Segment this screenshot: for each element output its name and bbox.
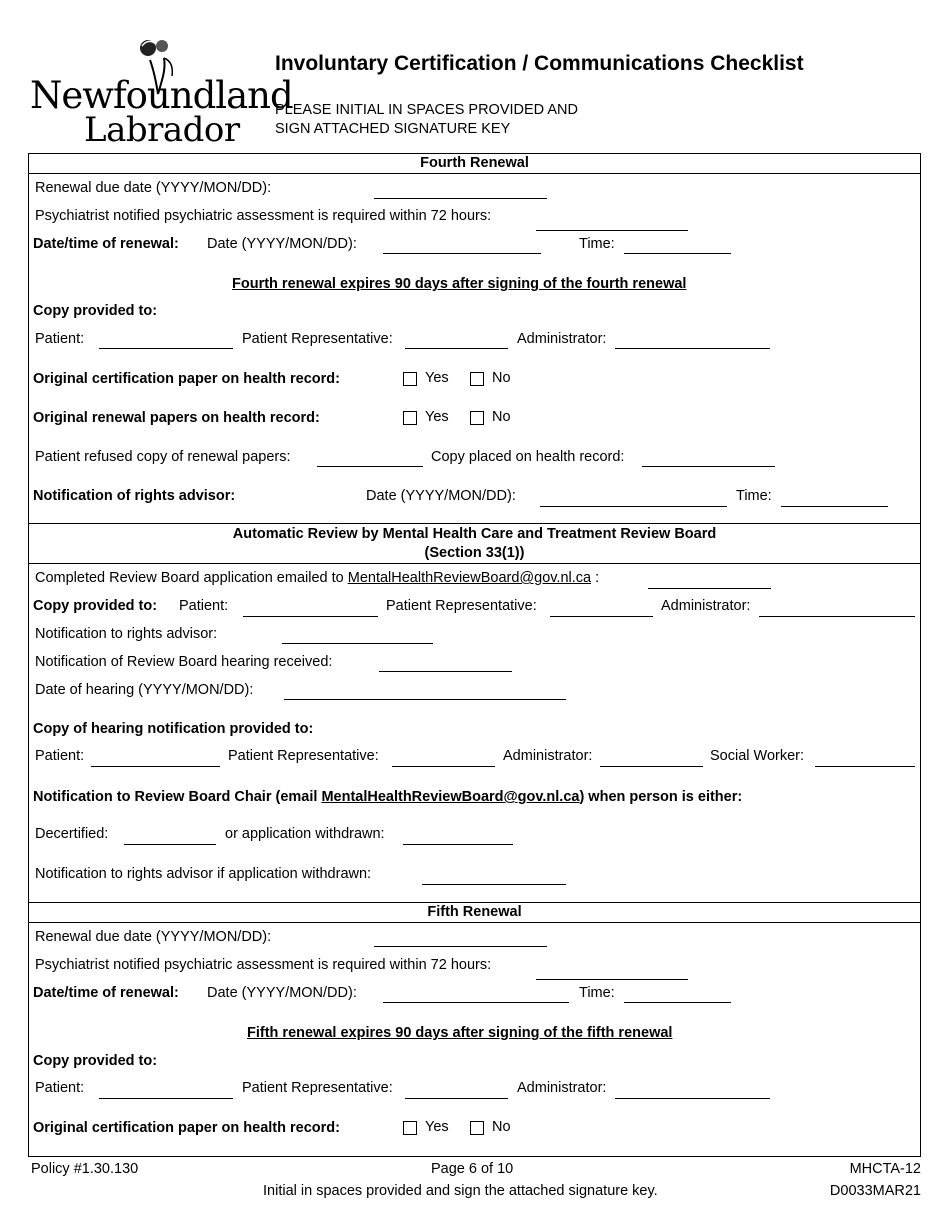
fifth-rep-label: Patient Representative: <box>242 1080 393 1096</box>
withdrawn-label: or application withdrawn: <box>225 826 385 842</box>
orig-cert-no-checkbox[interactable] <box>470 372 484 386</box>
decertified-field[interactable] <box>124 844 216 845</box>
review-rep-field[interactable] <box>550 616 653 617</box>
review-copy-label: Copy provided to: <box>33 598 158 614</box>
copy-provided-label: Copy provided to: <box>33 303 158 319</box>
placed-field[interactable] <box>642 466 775 467</box>
review-admin-field[interactable] <box>759 616 915 617</box>
expiry-note: Fourth renewal expires 90 days after signing of the fourth renewal <box>232 276 687 292</box>
policy-number: Policy #1.30.130 <box>31 1161 139 1177</box>
chair-email-link[interactable]: MentalHealthReviewBoard@gov.nl.ca <box>321 789 580 805</box>
fifth-date-time-label: Date/time of renewal: <box>33 985 179 1001</box>
no-label: No <box>492 1119 511 1135</box>
fifth-date-label: Date (YYYY/MON/DD): <box>207 985 357 1001</box>
emailed-label: Completed Review Board application emailed to <box>35 570 348 586</box>
hearing-rep-label: Patient Representative: <box>228 748 379 764</box>
renewal-due-field[interactable] <box>374 198 547 199</box>
fifth-time-field[interactable] <box>624 1002 731 1003</box>
refused-label: Patient refused copy of renewal papers: <box>35 449 291 465</box>
review-board-email-link[interactable]: MentalHealthReviewBoard@gov.nl.ca <box>347 570 592 586</box>
section-heading-review: Automatic Review by Mental Health Care and Treatment Review Board <box>232 526 717 542</box>
rights-withdrawn-label: Notification to rights advisor if application withdrawn: <box>35 866 372 882</box>
form-number: MHCTA-12 <box>849 1161 921 1177</box>
psych-notified-label: Psychiatrist notified psychiatric assessment is required within 72 hours: <box>35 208 492 224</box>
logo-line2: Labrador <box>84 110 240 150</box>
no-label: No <box>492 370 511 386</box>
admin-field[interactable] <box>615 348 770 349</box>
hearing-copy-label: Copy of hearing notification provided to: <box>33 721 314 737</box>
fifth-expiry-note: Fifth renewal expires 90 days after signing of the fifth renewal <box>247 1025 673 1041</box>
hearing-received-field[interactable] <box>379 671 512 672</box>
emailed-colon: : <box>591 570 600 586</box>
hearing-date-field[interactable] <box>284 699 566 700</box>
orig-renew-yes-checkbox[interactable] <box>403 411 417 425</box>
chair-label: Notification to Review Board Chair (email <box>33 789 322 805</box>
review-rights-field[interactable] <box>282 643 433 644</box>
hearing-date-label: Date of hearing (YYYY/MON/DD): <box>35 682 254 698</box>
fifth-admin-field[interactable] <box>615 1098 770 1099</box>
fifth-due-field[interactable] <box>374 946 547 947</box>
hearing-admin-field[interactable] <box>600 766 703 767</box>
divider <box>28 173 921 174</box>
review-admin-label: Administrator: <box>661 598 751 614</box>
renewal-due-label: Renewal due date (YYYY/MON/DD): <box>35 180 272 196</box>
patient-label: Patient: <box>35 331 85 347</box>
logo-line1: Newfoundland <box>30 74 293 117</box>
rights-time-field[interactable] <box>781 506 888 507</box>
hearing-received-label: Notification of Review Board hearing received: <box>35 654 333 670</box>
no-label: No <box>492 409 511 425</box>
rights-date-field[interactable] <box>540 506 727 507</box>
time-field[interactable] <box>624 253 731 254</box>
date-field[interactable] <box>383 253 541 254</box>
social-worker-field[interactable] <box>815 766 915 767</box>
page-title: Involuntary Certification / Communications Checklist <box>275 52 804 75</box>
emailed-line <box>35 570 599 586</box>
rights-date-label: Date (YYYY/MON/DD): <box>366 488 516 504</box>
fifth-due-label: Renewal due date (YYYY/MON/DD): <box>35 929 272 945</box>
divider <box>28 523 921 524</box>
fifth-copy-label: Copy provided to: <box>33 1053 158 1069</box>
hearing-patient-label: Patient: <box>35 748 85 764</box>
page-number: Page 6 of 10 <box>431 1161 514 1177</box>
fifth-time-label: Time: <box>579 985 615 1001</box>
orig-renew-label: Original renewal papers on health record: <box>33 410 320 426</box>
fifth-date-field[interactable] <box>383 1002 569 1003</box>
chair-label-end: ) when person is either: <box>579 789 743 805</box>
rep-label: Patient Representative: <box>242 331 393 347</box>
instruction-line1: PLEASE INITIAL IN SPACES PROVIDED AND <box>275 102 578 118</box>
review-patient-label: Patient: <box>179 598 229 614</box>
orig-renew-no-checkbox[interactable] <box>470 411 484 425</box>
review-rep-label: Patient Representative: <box>386 598 537 614</box>
date-label: Date (YYYY/MON/DD): <box>207 236 357 252</box>
chair-line <box>33 789 742 805</box>
fifth-admin-label: Administrator: <box>517 1080 607 1096</box>
yes-label: Yes <box>425 409 449 425</box>
hearing-rep-field[interactable] <box>392 766 495 767</box>
instruction-line2: SIGN ATTACHED SIGNATURE KEY <box>275 121 511 137</box>
section-heading-fifth: Fifth Renewal <box>427 904 522 920</box>
rights-withdrawn-field[interactable] <box>422 884 566 885</box>
document-code: D0033MAR21 <box>829 1183 921 1199</box>
patient-field[interactable] <box>99 348 233 349</box>
rights-advisor-label: Notification of rights advisor: <box>33 488 236 504</box>
decertified-label: Decertified: <box>35 826 109 842</box>
fifth-psych-field[interactable] <box>536 979 688 980</box>
logo <box>30 36 293 150</box>
yes-label: Yes <box>425 370 449 386</box>
date-time-label: Date/time of renewal: <box>33 236 179 252</box>
divider <box>28 922 921 923</box>
hearing-patient-field[interactable] <box>91 766 220 767</box>
section-heading-fourth: Fourth Renewal <box>420 155 529 171</box>
rights-time-label: Time: <box>736 488 772 504</box>
yes-label: Yes <box>425 1119 449 1135</box>
admin-label: Administrator: <box>517 331 607 347</box>
fifth-orig-cert-yes-checkbox[interactable] <box>403 1121 417 1135</box>
withdrawn-field[interactable] <box>403 844 513 845</box>
fifth-orig-cert-no-checkbox[interactable] <box>470 1121 484 1135</box>
placed-label: Copy placed on health record: <box>431 449 625 465</box>
fifth-patient-field[interactable] <box>99 1098 233 1099</box>
refused-field[interactable] <box>317 466 423 467</box>
orig-cert-yes-checkbox[interactable] <box>403 372 417 386</box>
footer-note: Initial in spaces provided and sign the attached signature key. <box>263 1183 658 1199</box>
psych-notified-field[interactable] <box>536 230 688 231</box>
divider <box>28 563 921 564</box>
divider <box>28 902 921 903</box>
review-rights-label: Notification to rights advisor: <box>35 626 218 642</box>
orig-cert-label: Original certification paper on health record: <box>33 371 340 387</box>
fifth-orig-cert-label: Original certification paper on health record: <box>33 1120 340 1136</box>
rep-field[interactable] <box>405 348 508 349</box>
section-heading-review-sub: (Section 33(1)) <box>424 545 525 561</box>
time-label: Time: <box>579 236 615 252</box>
fifth-rep-field[interactable] <box>405 1098 508 1099</box>
emailed-field[interactable] <box>648 588 771 589</box>
social-worker-label: Social Worker: <box>710 748 805 764</box>
review-patient-field[interactable] <box>243 616 378 617</box>
fifth-psych-label: Psychiatrist notified psychiatric assessment is required within 72 hours: <box>35 957 492 973</box>
hearing-admin-label: Administrator: <box>503 748 593 764</box>
fifth-patient-label: Patient: <box>35 1080 85 1096</box>
